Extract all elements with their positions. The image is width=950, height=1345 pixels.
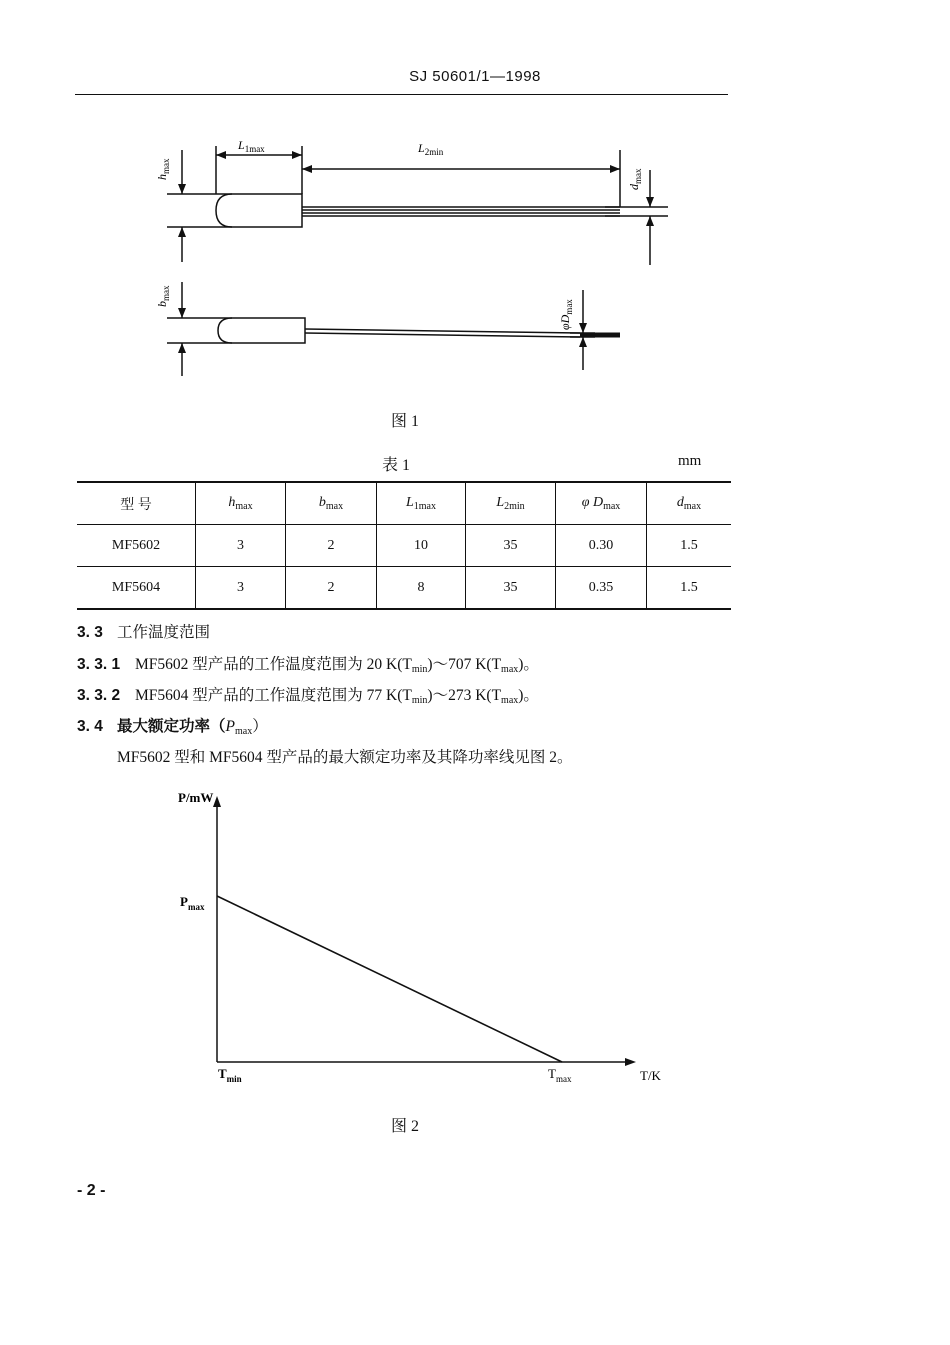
cell: 0.35 [556,567,647,610]
cell: 2 [286,567,377,610]
section-3-4-body: MF5602 型和 MF5604 型产品的最大额定功率及其降功率线见图 2。 [117,749,573,766]
label-b: $b_{max}$ [155,285,171,307]
figure-1-drawing [0,0,950,400]
cell: 3 [196,567,286,610]
y-tick-pmax: $P_{max}$ [180,894,205,912]
cell: 2 [286,525,377,567]
page-number: - 2 - [77,1182,106,1199]
cell: 10 [377,525,466,567]
label-phi-d: $\varphi D_{max}$ [558,299,574,330]
header-phi-d: φ $D_{max}$ [556,482,647,525]
x-tick-tmax: $T_{max}$ [548,1066,572,1084]
cell-model: MF5604 [111,579,161,595]
y-axis-label: P/mW [178,790,214,805]
cell: 35 [466,567,556,610]
header-h: $h_{max}$ [196,482,286,525]
section-3-3-1: 3. 3. 1 MF5602 型产品的工作温度范围为 20 $K(T_{min})\sim 707$ $K(T_{max})$。 [77,656,539,675]
document-number-header: SJ 50601/1—1998 [409,68,541,85]
cell-model: MF5602 [111,537,161,553]
figure-1-caption: 图 1 [390,413,419,430]
x-axis-arrow [625,1058,636,1066]
cell: 1.5 [647,525,732,567]
thermistor-body-top-view [218,318,305,343]
cell: 0.30 [556,525,647,567]
header-l2: $L_{2min}$ [466,482,556,525]
label-d: $d_{max}$ [627,168,643,190]
label-l2: $L_{2min}$ [418,141,444,157]
cell: 8 [377,567,466,610]
header-b: $b_{max}$ [286,482,377,525]
section-3-3: 3. 3 工作温度范围 [77,624,211,641]
y-axis-arrow [213,796,221,807]
figure-2-caption: 图 2 [390,1118,419,1135]
section-3-4: 3. 4 最大额定功率$(P_{max})$ [77,718,268,737]
header-d: $d_{max}$ [647,482,732,525]
x-tick-tmin: $T_{min}$ [218,1066,242,1084]
table-row [77,567,731,610]
thermistor-body-side-view [216,194,302,227]
table-unit: mm [678,453,702,469]
table-1-caption: 表 1 [381,457,410,474]
table-header-row [77,482,731,525]
table-row [77,525,731,567]
x-axis-label: T/K [640,1068,661,1083]
header-model: 型 号 [120,497,152,513]
figure-2-chart [0,780,950,1100]
label-h: $h_{max}$ [155,158,171,180]
parameter-table [77,481,731,610]
header-l1: $L_{1max}$ [377,482,466,525]
cell: 3 [196,525,286,567]
cell: 35 [466,525,556,567]
derating-line [217,896,562,1062]
label-l1: $L_{1max}$ [238,138,265,154]
cell: 1.5 [647,567,732,610]
section-3-3-2: 3. 3. 2 MF5604 型产品的工作温度范围为 77 $K(T_{min})\sim 273$ $K(T_{max})$。 [77,687,539,706]
